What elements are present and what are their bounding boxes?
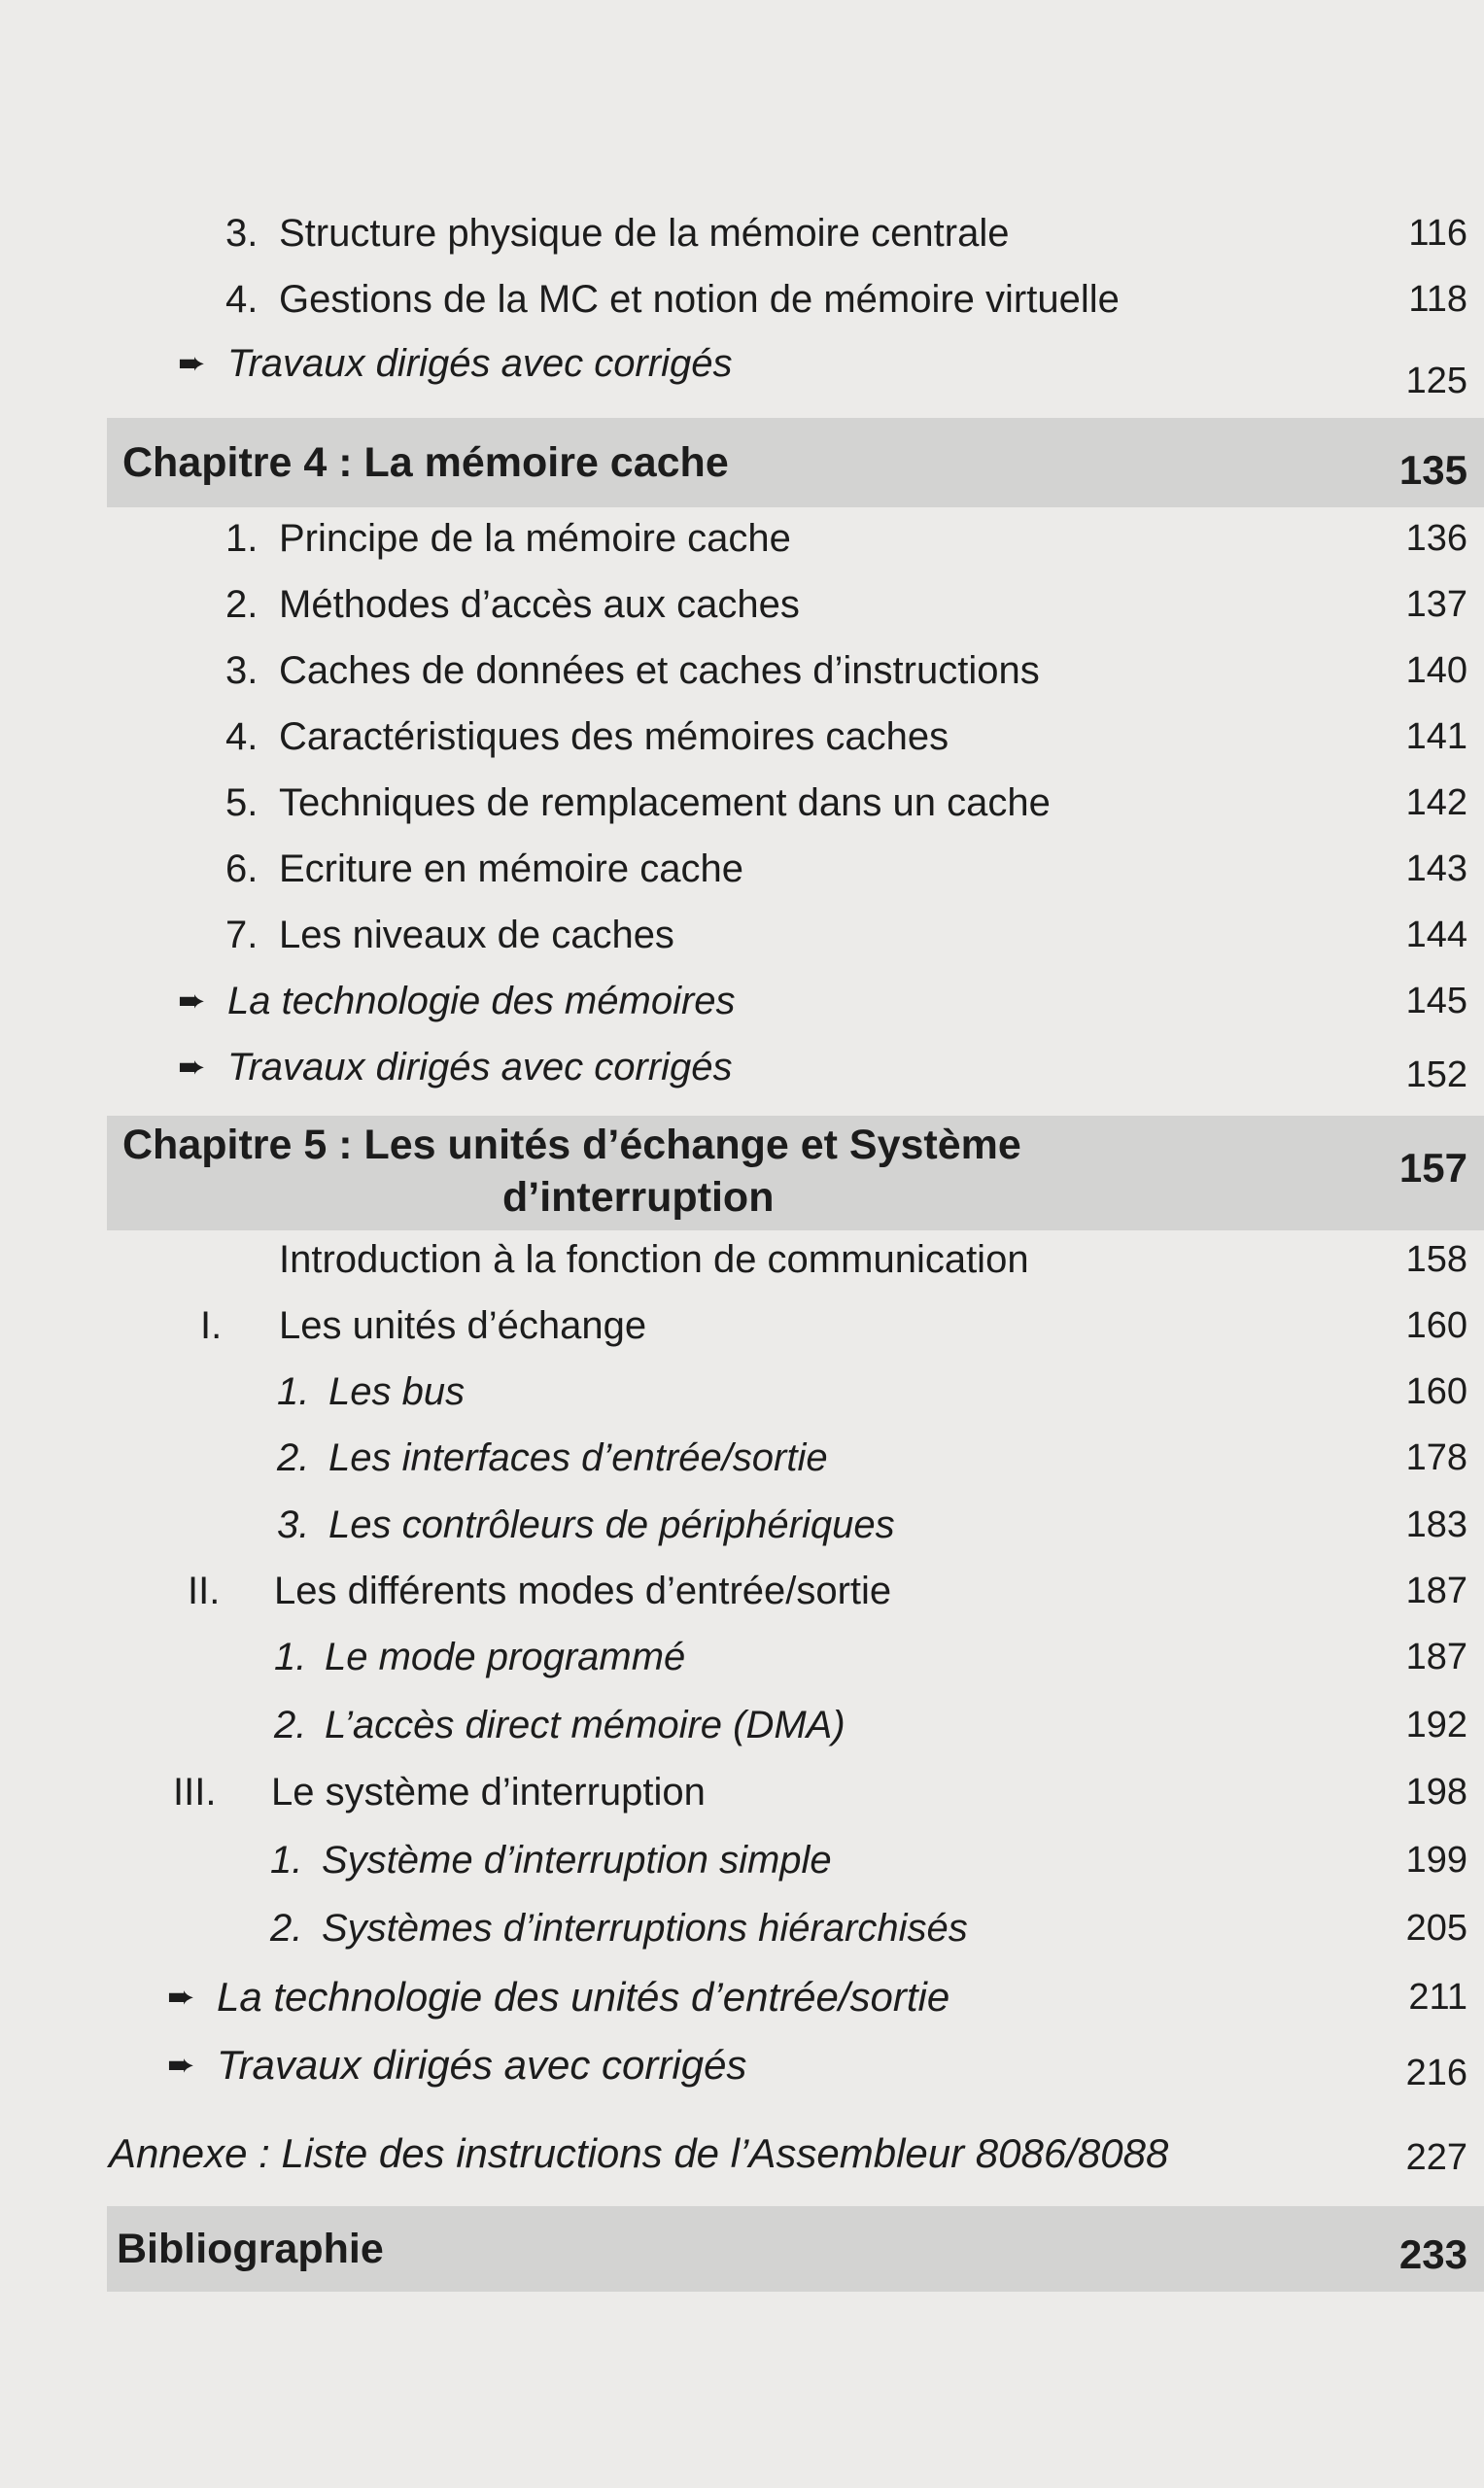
entry-title: Système d’interruption simple bbox=[322, 1839, 832, 1882]
toc-entry bbox=[0, 268, 1484, 330]
entry-number: 2. bbox=[274, 1704, 307, 1746]
chapter-title-line1: Chapitre 5 : Les unités d’échange et Système bbox=[122, 1122, 1021, 1168]
entry-page: 136 bbox=[1405, 518, 1467, 559]
entry-page: 192 bbox=[1405, 1705, 1467, 1745]
entry-page: 118 bbox=[1408, 279, 1467, 320]
toc-entry bbox=[0, 1228, 1484, 1291]
entry-number: 4. bbox=[225, 278, 259, 321]
entry-page: 158 bbox=[1405, 1239, 1467, 1280]
toc-entry bbox=[0, 1626, 1484, 1688]
entry-title: L’accès direct mémoire (DMA) bbox=[325, 1704, 846, 1746]
section-number: III. bbox=[173, 1771, 217, 1814]
entry-title: Les bus bbox=[328, 1370, 466, 1413]
toc-entry bbox=[0, 772, 1484, 834]
entry-number: 1. bbox=[270, 1839, 303, 1882]
entry-title: La technologie des unités d’entrée/sortie bbox=[217, 1974, 950, 2020]
chapter-page: 135 bbox=[1398, 447, 1467, 493]
arrow-icon: ➨ bbox=[167, 1979, 195, 2016]
annexe-title: Annexe : Liste des instructions de l’Assembleur 8086/8088 bbox=[109, 2130, 1169, 2176]
toc-entry bbox=[0, 1966, 1484, 2028]
chapter-page: 233 bbox=[1398, 2231, 1467, 2277]
chapter-title-line2: d’interruption bbox=[502, 1174, 775, 1221]
entry-title: Techniques de remplacement dans un cache bbox=[279, 781, 1051, 824]
entry-title: La technologie des mémoires bbox=[227, 980, 736, 1022]
entry-title: Le mode programmé bbox=[325, 1636, 686, 1678]
entry-title: Travaux dirigés avec corrigés bbox=[227, 342, 733, 385]
entry-page: 187 bbox=[1405, 1637, 1467, 1677]
chapter-page: 157 bbox=[1398, 1145, 1467, 1191]
entry-title: Structure physique de la mémoire centrale bbox=[279, 212, 1010, 255]
entry-title: Introduction à la fonction de communication bbox=[279, 1238, 1029, 1281]
toc-entry bbox=[0, 1694, 1484, 1756]
entry-title: Les interfaces d’entrée/sortie bbox=[328, 1436, 828, 1479]
toc-section bbox=[0, 1295, 1484, 1357]
chapter-heading bbox=[107, 2206, 1484, 2292]
arrow-icon: ➨ bbox=[178, 1049, 206, 1086]
entry-page: 211 bbox=[1408, 1977, 1467, 2018]
toc-entry bbox=[0, 1829, 1484, 1891]
section-title: Les unités d’échange bbox=[279, 1304, 647, 1347]
entry-page: 160 bbox=[1405, 1305, 1467, 1346]
arrow-icon: ➨ bbox=[167, 2047, 195, 2084]
entry-page: 140 bbox=[1405, 650, 1467, 691]
entry-number: 2. bbox=[277, 1436, 310, 1479]
entry-page: 141 bbox=[1405, 716, 1467, 757]
toc-entry bbox=[0, 639, 1484, 702]
toc-section bbox=[0, 1560, 1484, 1622]
entry-number: 3. bbox=[225, 212, 259, 255]
entry-number: 4. bbox=[225, 715, 259, 758]
entry-title: Travaux dirigés avec corrigés bbox=[227, 1046, 733, 1088]
toc-entry bbox=[0, 2034, 1484, 2096]
chapter-title: Chapitre 4 : La mémoire cache bbox=[122, 439, 729, 486]
entry-page: 205 bbox=[1405, 1908, 1467, 1949]
entry-number: 1. bbox=[274, 1636, 307, 1678]
toc-entry bbox=[0, 838, 1484, 900]
entry-title: Caches de données et caches d’instructions bbox=[279, 649, 1040, 692]
arrow-icon: ➨ bbox=[178, 345, 206, 382]
entry-page: 178 bbox=[1405, 1437, 1467, 1478]
entry-title: Travaux dirigés avec corrigés bbox=[217, 2042, 747, 2088]
entry-number: 1. bbox=[225, 517, 259, 560]
toc-entry bbox=[0, 1361, 1484, 1423]
entry-page: 144 bbox=[1405, 915, 1467, 955]
entry-page: 137 bbox=[1405, 584, 1467, 625]
toc-entry bbox=[0, 202, 1484, 264]
entry-page: 199 bbox=[1405, 1840, 1467, 1881]
entry-title: Systèmes d’interruptions hiérarchisés bbox=[322, 1907, 968, 1950]
toc-entry bbox=[0, 1427, 1484, 1489]
entry-page: 187 bbox=[1405, 1571, 1467, 1611]
toc-annexe bbox=[0, 2123, 1484, 2185]
arrow-icon: ➨ bbox=[178, 983, 206, 1019]
toc-entry bbox=[0, 970, 1484, 1032]
entry-title: Caractéristiques des mémoires caches bbox=[279, 715, 949, 758]
toc-entry bbox=[0, 904, 1484, 966]
entry-title: Méthodes d’accès aux caches bbox=[279, 583, 800, 626]
toc-entry bbox=[0, 507, 1484, 570]
entry-page: 143 bbox=[1405, 848, 1467, 889]
entry-title: Gestions de la MC et notion de mémoire virtuelle bbox=[279, 278, 1120, 321]
entry-page: 125 bbox=[1405, 361, 1467, 401]
section-number: I. bbox=[200, 1304, 223, 1347]
toc-entry bbox=[0, 332, 1484, 401]
entry-title: Les contrôleurs de périphériques bbox=[328, 1503, 895, 1546]
entry-number: 6. bbox=[225, 847, 259, 890]
entry-number: 2. bbox=[225, 583, 259, 626]
toc-section bbox=[0, 1761, 1484, 1823]
entry-number: 1. bbox=[277, 1370, 310, 1413]
entry-title: Principe de la mémoire cache bbox=[279, 517, 791, 560]
toc-entry bbox=[0, 1036, 1484, 1098]
entry-page: 183 bbox=[1405, 1504, 1467, 1545]
entry-page: 142 bbox=[1405, 782, 1467, 823]
toc-entry bbox=[0, 1897, 1484, 1959]
entry-number: 3. bbox=[225, 649, 259, 692]
entry-number: 2. bbox=[270, 1907, 303, 1950]
entry-title: Ecriture en mémoire cache bbox=[279, 847, 743, 890]
chapter-heading bbox=[107, 418, 1484, 507]
toc-entry bbox=[0, 573, 1484, 636]
entry-number: 7. bbox=[225, 914, 259, 956]
chapter-heading bbox=[107, 1116, 1484, 1230]
section-title: Le système d’interruption bbox=[271, 1771, 706, 1814]
entry-page: 116 bbox=[1408, 213, 1467, 254]
toc-entry bbox=[0, 1494, 1484, 1556]
section-title: Les différents modes d’entrée/sortie bbox=[274, 1570, 892, 1612]
chapter-title: Bibliographie bbox=[117, 2226, 384, 2272]
entry-title: Les niveaux de caches bbox=[279, 914, 674, 956]
toc-entry bbox=[0, 706, 1484, 768]
entry-page: 145 bbox=[1405, 981, 1467, 1021]
section-number: II. bbox=[188, 1570, 221, 1612]
entry-page: 216 bbox=[1405, 2053, 1467, 2093]
entry-page: 198 bbox=[1405, 1772, 1467, 1813]
entry-number: 5. bbox=[225, 781, 259, 824]
entry-number: 3. bbox=[277, 1503, 310, 1546]
entry-page: 160 bbox=[1405, 1371, 1467, 1412]
entry-page: 227 bbox=[1405, 2137, 1467, 2178]
entry-page: 152 bbox=[1405, 1054, 1467, 1095]
